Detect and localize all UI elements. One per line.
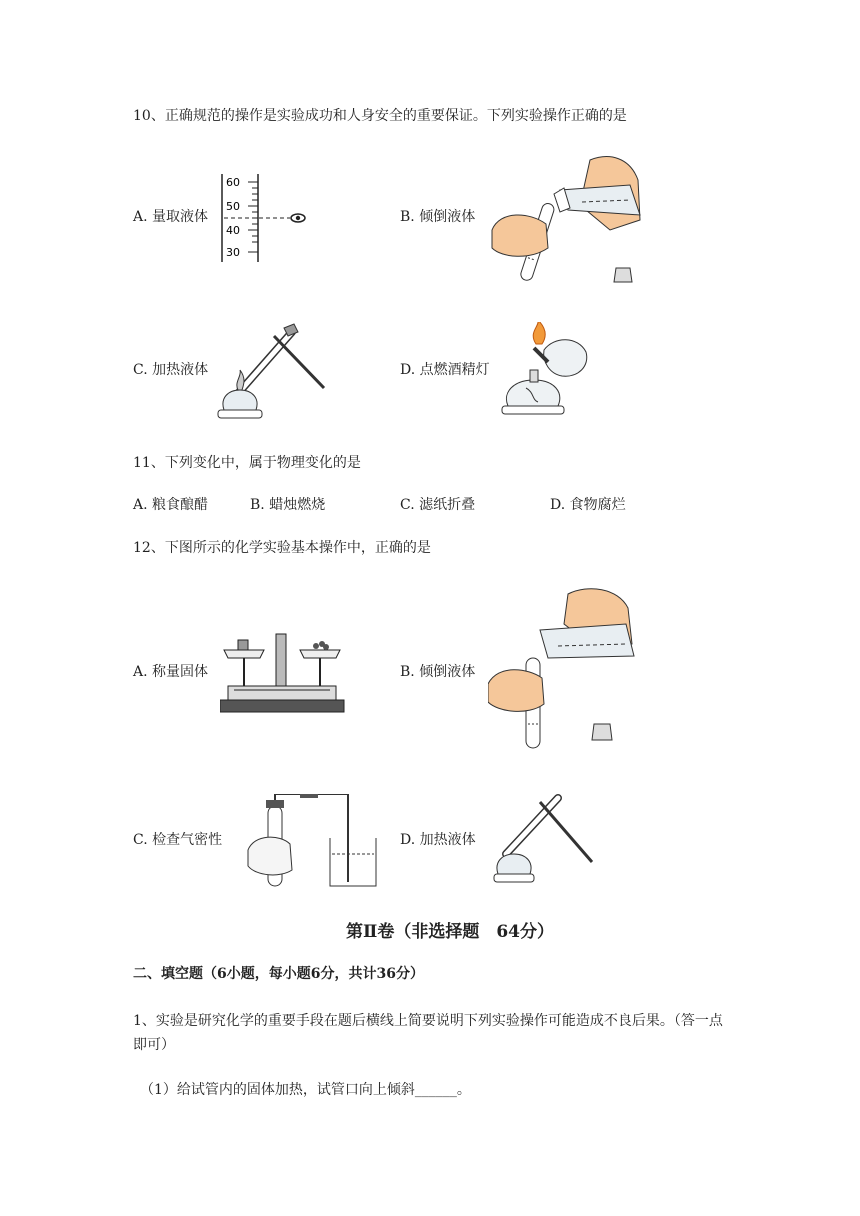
- q11-option-b: B. 蜡烛燃烧: [250, 497, 326, 513]
- q12-option-a: A. 称量固体: [133, 664, 209, 680]
- part2-title: 第Ⅱ卷（非选择题 64分）: [346, 922, 554, 942]
- q10-option-d: D. 点燃酒精灯: [400, 362, 490, 378]
- tick-label: 60: [226, 176, 240, 189]
- tick-label: 30: [226, 246, 240, 259]
- q1-line2: 即可）: [133, 1037, 175, 1053]
- heating-liquid-figure-2: [492, 790, 600, 886]
- q12-option-c: C. 检查气密性: [133, 832, 223, 848]
- q12-stem: 12、下图所示的化学实验基本操作中，正确的是: [133, 540, 431, 556]
- q11-stem: 11、下列变化中，属于物理变化的是: [133, 455, 361, 471]
- pouring-liquid-figure-2: [488, 584, 648, 750]
- q10-option-b: B. 倾倒液体: [400, 209, 476, 225]
- balance-scale-figure: [220, 628, 346, 714]
- graduated-cylinder-figure: [218, 172, 318, 264]
- q10-stem: 10、正确规范的操作是实验成功和人身安全的重要保证。下列实验操作正确的是: [133, 108, 627, 124]
- tick-label: 50: [226, 200, 240, 213]
- q11-option-d: D. 食物腐烂: [550, 497, 626, 513]
- q10-option-c: C. 加热液体: [133, 362, 209, 378]
- q1-sub1: （1）给试管内的固体加热，试管口向上倾斜______。: [140, 1082, 471, 1098]
- q12-option-d: D. 加热液体: [400, 832, 476, 848]
- q12-option-b: B. 倾倒液体: [400, 664, 476, 680]
- heating-liquid-figure-1: [214, 318, 334, 428]
- q10-option-a: A. 量取液体: [133, 209, 209, 225]
- pouring-liquid-figure-1: [490, 150, 650, 290]
- tick-label: 40: [226, 224, 240, 237]
- q1-line1: 1、实验是研究化学的重要手段在题后横线上简要说明下列实验操作可能造成不良后果。（答一点: [133, 1013, 723, 1029]
- q11-option-c: C. 滤纸折叠: [400, 497, 476, 513]
- lighting-alcohol-lamp-figure: [498, 322, 598, 422]
- section-title: 二、填空题（6小题，每小题6分，共计36分）: [133, 966, 424, 982]
- airtightness-check-figure: [244, 794, 380, 888]
- q11-option-a: A. 粮食酿醋: [133, 497, 209, 513]
